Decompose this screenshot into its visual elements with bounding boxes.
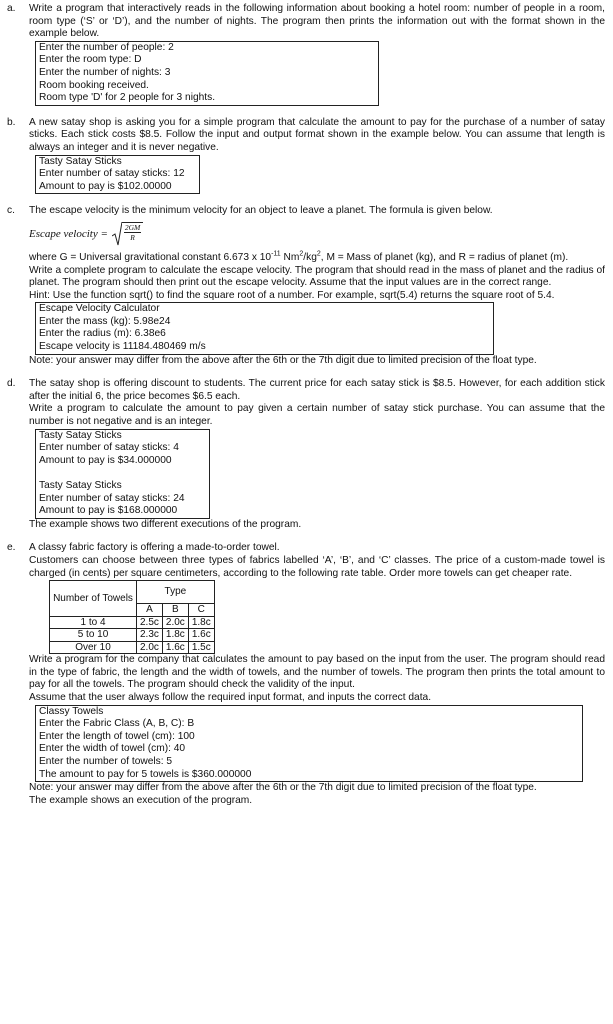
table-header-type: Type [137,581,215,604]
output-line: Tasty Satay Sticks [39,480,122,491]
example-output-box [35,705,583,783]
table-cell: 2.5c [137,616,163,629]
note-text: Note: your answer may differ from the above after the 6th or the 7th digit due to limited precision of the float type. [29,782,537,794]
hint-text: Hint: Use the function sqrt() to find the square root of a number. For example, sqrt(5.4) returns the square root of 5.4. [29,289,555,301]
blank-line [39,467,209,480]
example-output-box [35,302,494,354]
output-line: Amount to pay is $168.000000 [39,505,178,517]
table-cell: 1.6c [188,629,214,642]
output-line: Enter the number of people: 2 [39,41,174,53]
output-line: Escape Velocity Calculator [39,303,160,315]
question-label: a. [7,3,16,14]
output-line: Enter the number of towels: 5 [39,755,173,767]
question-text: Write a program that interactively reads in the following information about booking a hotel room: number of people in a room, room type (‘S’ or ‘D’), and the number of nights. The program then prints the information out with the format shown in the example below. [29,3,605,40]
after-text: The example shows an execution of the program. [29,794,253,806]
table-cell: 1.6c [162,641,188,654]
output-line: Escape velocity is 11184.480469 m/s [39,341,206,353]
row-label: Over 10 [50,641,137,654]
output-line: The amount to pay for 5 towels is $360.000000 [39,768,252,780]
question-b [7,117,605,195]
escape-velocity-formula [29,222,605,246]
rate-table [49,580,215,654]
question-text: Customers can choose between three types of fabrics labelled ‘A’, ‘B’, and ‘C’ classes. The price of a custom-made towel is charged (in cents) per square centimeters, according to the following rate table. Order more towels can get cheaper rate. [29,554,605,579]
output-line: Tasty Satay Sticks [39,429,122,441]
output-line: Enter number of satay sticks: 12 [39,168,185,180]
question-text: A new satay shop is asking you for a simple program that calculate the amount to pay for the purchase of a number of satay sticks. Each stick costs $8.5. Follow the input and output format shown in the example below. You can assume that length is always an integer and it is never negative. [29,116,605,153]
question-text: Assume that the user always follow the required input format, and inputs the correct data. [29,691,432,703]
output-line: Enter the room type: D [39,54,142,66]
question-text: Write a program for the company that calculates the amount to pay based on the input from the user. The program should read in the type of fabric, the length and the width of towels, and the number of towels. The program then prints the total amount to pay for all the towels. The program should check the validity of the input. [29,654,605,691]
table-row [50,629,215,642]
type-b-header: B [162,604,188,617]
table-cell: 1.8c [162,629,188,642]
output-line: Enter number of satay sticks: 4 [39,442,179,454]
table-cell: 2.0c [162,616,188,629]
output-line: Enter the Fabric Class (A, B, C): B [39,718,195,730]
question-d [7,378,605,531]
type-a-header: A [137,604,163,617]
output-line: Room type 'D' for 2 people for 3 nights. [39,92,216,104]
constants-text: where G = Universal gravitational constant 6.673 x $10^{-11}$ $Nm^2/kg^2$, M = Mass of planet (kg), and R = radius of planet (m). [29,250,569,263]
output-line: Enter the mass (kg): 5.98e24 [39,315,171,327]
example-output-box [35,429,210,519]
table-row [50,641,215,654]
question-a [7,3,605,106]
example-output-box [35,155,200,195]
table-cell: 2.3c [137,629,163,642]
example-output-box [35,41,379,106]
type-c-header: C [188,604,214,617]
output-line: Classy Towels [39,705,104,717]
output-line: Enter the width of towel (cm): 40 [39,743,186,755]
question-text: A classy fabric factory is offering a made-to-order towel. [29,542,280,554]
question-label: c. [7,205,15,217]
question-label: b. [7,116,16,128]
question-text: Write a program to calculate the amount to pay given a certain number of satay stick purchase. You can assume that the number is not negative and is an integer. [29,403,605,428]
formula-denominator: R [130,232,135,242]
row-label: 1 to 4 [50,616,137,629]
after-text: The example shows two different executions of the program. [29,518,302,530]
square-root-symbol [112,222,143,246]
output-line: Enter the length of towel (cm): 100 [39,730,195,742]
question-c [7,205,605,367]
table-cell: 1.8c [188,616,214,629]
output-line: Tasty Satay Sticks [39,155,122,167]
output-line: Amount to pay is $34.000000 [39,454,172,466]
question-text: The satay shop is offering discount to students. The current price for each satay stick is $8.5. However, for each addition stick after the initial 6, the price becomes $6.5 each. [29,378,605,402]
question-e [7,542,605,807]
table-cell: 1.5c [188,641,214,654]
output-line: Enter the radius (m): 6.38e6 [39,328,166,340]
table-header-towels: Number of Towels [50,581,137,617]
table-cell: 2.0c [137,641,163,654]
note-text: Note: your answer may differ from the above after the 6th or the 7th digit due to limited precision of the float type. [29,354,537,366]
question-label: e. [7,542,16,554]
table-row [50,616,215,629]
question-text: Write a complete program to calculate the escape velocity. The program that should read in the mass of planet and the radius of planet. The program should then print out the escape velocity. Assume that the input values are in the correct range. [29,264,605,289]
output-line: Room booking received. [39,79,149,91]
formula-lhs: Escape velocity = [29,227,108,240]
question-label: d. [7,378,16,390]
question-text: The escape velocity is the minimum velocity for an object to leave a planet. The formula is given below. [29,205,493,217]
formula-numerator: 2GM [124,222,141,232]
output-line: Enter the number of nights: 3 [39,66,171,78]
row-label: 5 to 10 [50,629,137,642]
output-line: Amount to pay is $102.00000 [39,180,172,192]
output-line: Enter number of satay sticks: 24 [39,492,185,504]
